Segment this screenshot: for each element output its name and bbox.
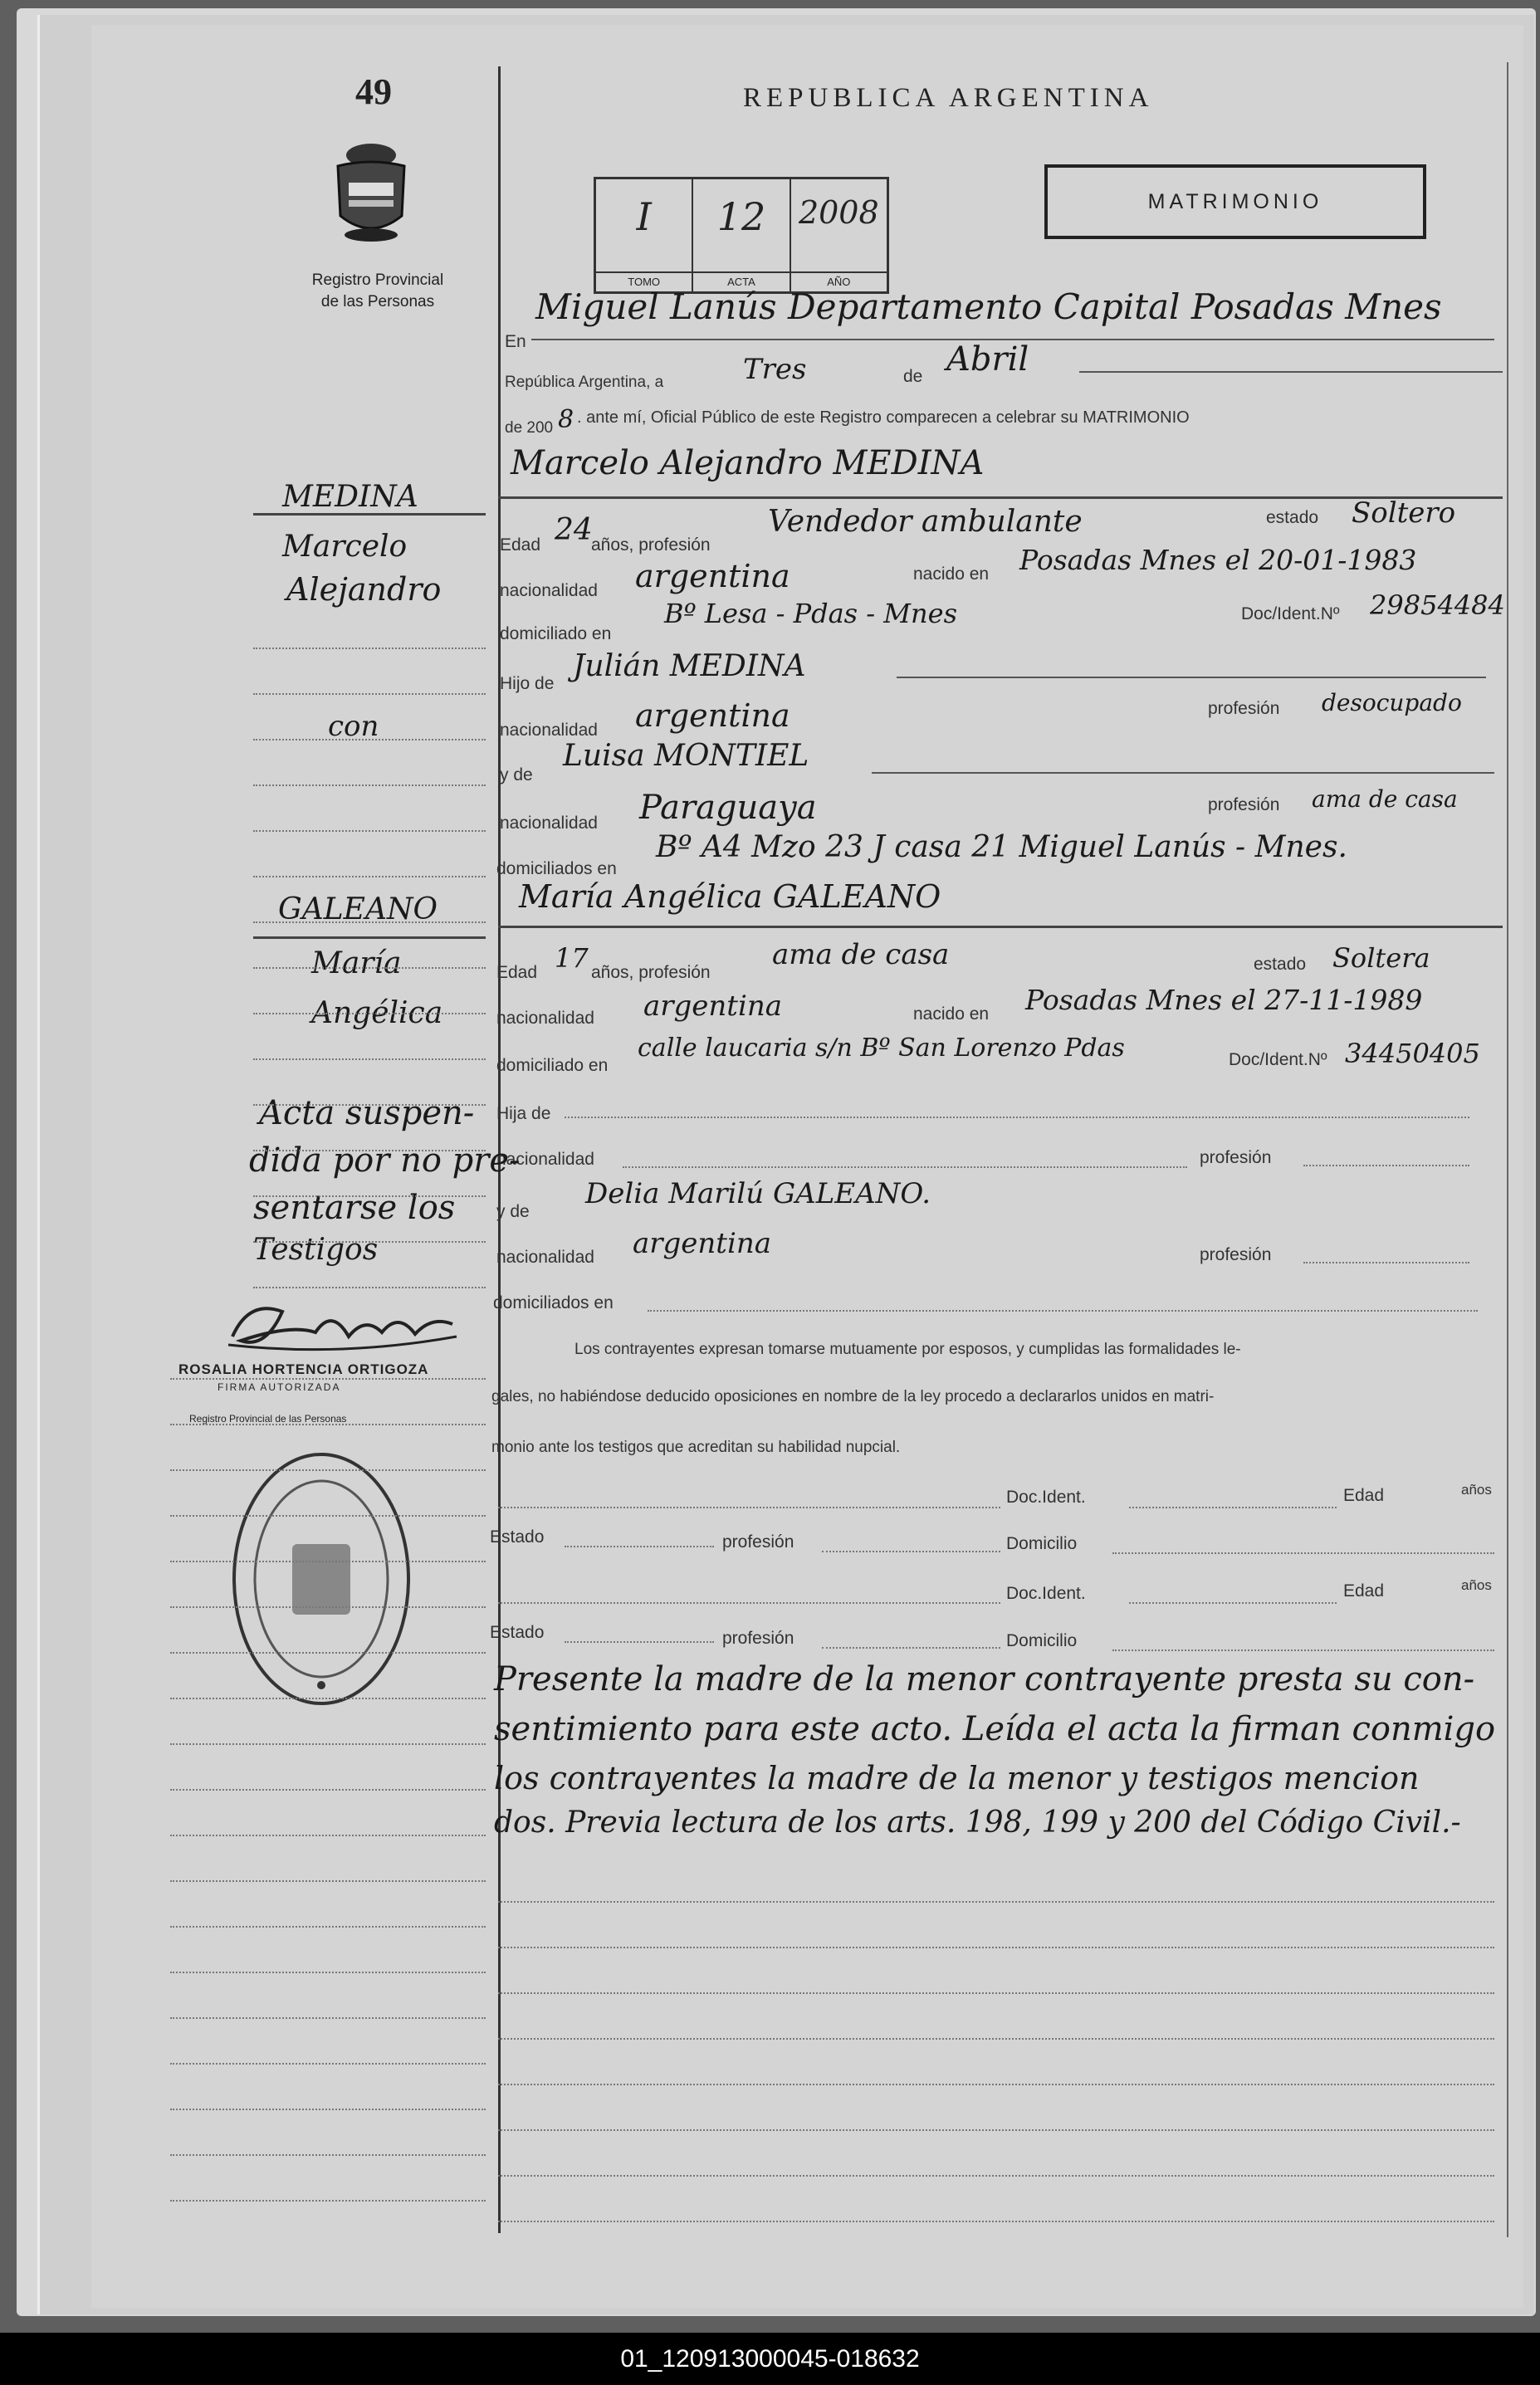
groom-mother-underline (872, 772, 1494, 774)
groom-profession: Vendedor ambulante (768, 505, 1083, 539)
bride-margin-surname: GALEANO (278, 892, 438, 926)
witness2-doc-line (1129, 1602, 1337, 1604)
groom-margin-given1: Marcelo (282, 530, 408, 564)
certificate-type-box: MATRIMONIO (1044, 164, 1426, 239)
ruled-line-margin (253, 1013, 486, 1014)
bride-hija-label: Hija de (496, 1104, 551, 1123)
groom-anos-profesion-label: años, profesión (591, 535, 711, 555)
groom-civil-status: Soltero (1352, 496, 1456, 530)
ruled-line-margin (170, 1378, 486, 1380)
bride-father-line (565, 1117, 1469, 1118)
ruled-line-margin (253, 739, 486, 740)
bride-father-nac-line (623, 1166, 1187, 1168)
notes-line1: Presente la madre de la menor contrayente presta su con- (494, 1660, 1475, 1698)
groom-father-underline (897, 677, 1486, 678)
ruled-line-main (498, 2221, 1494, 2222)
bride-margin-underline (253, 936, 486, 939)
ruled-line-margin (170, 1972, 486, 1973)
groom-y-de-label: y de (500, 765, 533, 784)
groom-domicile: Bº Lesa - Pdas - Mnes (664, 598, 957, 629)
ruled-line-main (498, 1901, 1494, 1903)
groom-mother-nac-label: nacionalidad (500, 814, 598, 833)
witness1-prof-line (822, 1551, 1000, 1552)
bride-nationality: argentina (643, 990, 783, 1023)
margin-note-line3: sentarse los (253, 1189, 456, 1227)
year-suffix: 8 (558, 405, 574, 434)
ruled-line-margin (170, 1789, 486, 1791)
right-border-line (1507, 62, 1508, 2237)
registry-seal-icon (226, 1444, 417, 1714)
witness1-doc-label: Doc.Ident. (1006, 1488, 1086, 1507)
notes-line3: los contrayentes la madre de la menor y testigos mencion (494, 1760, 1420, 1796)
bride-father-prof-label: profesión (1200, 1148, 1272, 1167)
bride-birth: Posadas Mnes el 27-11-1989 (1025, 984, 1423, 1016)
record-acta-label: ACTA (693, 271, 789, 291)
groom-nationality: argentina (635, 558, 790, 594)
ruled-line-margin (253, 648, 486, 649)
bride-name-underline (498, 926, 1503, 928)
en-label: En (505, 332, 526, 351)
record-tomo-label: TOMO (596, 271, 692, 291)
groom-margin-underline (253, 513, 486, 516)
ruled-line-margin (170, 1469, 486, 1471)
bride-parents-dom-line (648, 1310, 1478, 1312)
year-prefix: de 200 (505, 419, 554, 437)
bride-anos-profesion-label: años, profesión (591, 963, 711, 982)
ruled-line-margin (253, 1150, 486, 1151)
page-number: 49 (355, 71, 392, 112)
witness1-line (498, 1507, 1000, 1508)
witness1-dom-line (1112, 1552, 1494, 1554)
groom-nacido-label: nacido en (913, 564, 990, 584)
groom-parents-domicile: Bº A4 Mzo 23 J casa 21 Miguel Lanús - Mnes. (656, 830, 1347, 864)
bride-mother-prof-label: profesión (1200, 1245, 1272, 1264)
record-ano-label: AÑO (791, 271, 887, 291)
witness1-dom-label: Domicilio (1006, 1534, 1078, 1553)
registry-name (286, 270, 469, 313)
ruled-line-margin (253, 1287, 486, 1288)
ruled-line-margin (253, 967, 486, 969)
groom-mother-profession: ama de casa (1312, 785, 1458, 813)
notes-line2: sentimiento para este acto. Leída el acta la firman conmigo (494, 1710, 1496, 1748)
ruled-line-main (498, 1992, 1494, 1994)
groom-doc-label: Doc/Ident.Nº (1241, 604, 1340, 623)
witness2-anos-label: años (1461, 1577, 1492, 1593)
bride-civil-status: Soltera (1332, 942, 1430, 974)
ruled-line-main (498, 2129, 1494, 2131)
bride-edad-label: Edad (496, 963, 538, 982)
bride-domicile: calle laucaria s/n Bº San Lorenzo Pdas (638, 1034, 1125, 1063)
groom-parents-dom-label: domiciliados en (496, 859, 617, 878)
witness2-estado-label: Estado (490, 1623, 545, 1642)
margin-note-line1: Acta suspen- (259, 1094, 475, 1132)
footer-image-id: 01_120913000045-018632 (0, 2333, 1540, 2385)
witness2-prof-line (822, 1647, 1000, 1649)
groom-doc-id: 29854484 (1370, 589, 1505, 621)
witness1-doc-line (1129, 1507, 1337, 1508)
groom-age: 24 (555, 513, 593, 547)
witness1-estado-label: Estado (490, 1527, 545, 1547)
ruled-line-margin (170, 2063, 486, 2065)
republica-label: República Argentina, a (505, 374, 664, 391)
witness2-prof-label: profesión (722, 1629, 794, 1648)
groom-edad-label: Edad (500, 535, 541, 555)
intro-text: . ante mí, Oficial Público de este Registro comparecen a celebrar su MATRIMONIO (577, 408, 1190, 427)
bride-margin-given2: Angélica (311, 996, 443, 1030)
record-ano-cell (791, 179, 887, 291)
bride-age: 17 (555, 942, 589, 974)
ruled-line-margin (170, 1743, 486, 1745)
margin-note-line4: Testigos (253, 1233, 379, 1267)
ruled-line-margin (170, 1606, 486, 1608)
bride-mother-nac-label: nacionalidad (496, 1248, 594, 1267)
record-tomo-cell (596, 179, 693, 291)
bride-mother-nationality: argentina (633, 1227, 772, 1260)
witness2-dom-line (1112, 1649, 1494, 1651)
bride-mother-name: Delia Marilú GALEANO. (585, 1177, 931, 1210)
groom-full-name: Marcelo Alejandro MEDINA (511, 444, 985, 482)
marriage-month: Abril (946, 340, 1029, 379)
ruled-line-margin (253, 1241, 486, 1243)
ruled-line-margin (170, 2109, 486, 2110)
bride-mother-prof-line (1303, 1262, 1469, 1263)
bride-doc-label: Doc/Ident.Nº (1229, 1050, 1327, 1069)
de-label: de (903, 367, 923, 386)
bride-full-name: María Angélica GALEANO (519, 878, 941, 915)
groom-father-nationality: argentina (635, 697, 790, 734)
registry-name-line1: Registro Provincial (311, 271, 444, 289)
ruled-line-margin (170, 2017, 486, 2019)
ruled-line-margin (170, 1561, 486, 1562)
ruled-line-main (498, 2175, 1494, 2177)
margin-note-line2: dida por no pre- (249, 1141, 521, 1180)
bride-y-de-label: y de (496, 1202, 530, 1221)
declaration-line1: Los contrayentes expresan tomarse mutuamente por esposos, y cumplidas las formalidades le- (574, 1341, 1241, 1358)
witness2-line (498, 1602, 1000, 1604)
groom-mother-prof-label: profesión (1208, 795, 1280, 814)
stamp-authorized: FIRMA AUTORIZADA (218, 1381, 341, 1393)
registry-name-line2: de las Personas (320, 293, 435, 310)
record-box (594, 177, 889, 294)
ruled-line-margin (170, 1515, 486, 1517)
ruled-line-margin (170, 1698, 486, 1699)
bride-nacido-label: nacido en (913, 1004, 990, 1024)
groom-father-name: Julián MEDINA (573, 649, 806, 683)
record-acta-cell (693, 179, 790, 291)
groom-father-nac-label: nacionalidad (500, 721, 598, 740)
ruled-line-margin (253, 830, 486, 832)
ruled-line-margin (170, 1424, 486, 1425)
bride-profession: ama de casa (772, 938, 950, 971)
official-signature-icon (216, 1291, 465, 1366)
witness2-dom-label: Domicilio (1006, 1631, 1078, 1650)
declaration-line2: gales, no habiéndose deducido oposiciones en nombre de la ley procedo a declararlos unidos en matri- (491, 1388, 1215, 1405)
bride-nacionalidad-label: nacionalidad (496, 1009, 594, 1028)
ruled-line-margin (170, 1880, 486, 1882)
record-tomo-value: I (636, 194, 652, 239)
ruled-line-margin (253, 1058, 486, 1060)
ruled-line-margin (253, 693, 486, 695)
witness1-anos-label: años (1461, 1482, 1492, 1498)
groom-domicilio-label: domiciliado en (500, 624, 612, 643)
notes-line4: dos. Previa lectura de los arts. 198, 199 y 200 del Código Civil.- (494, 1806, 1461, 1840)
witness2-doc-label: Doc.Ident. (1006, 1584, 1086, 1603)
groom-father-prof-label: profesión (1208, 699, 1280, 718)
ruled-line-margin (170, 2154, 486, 2156)
groom-estado-label: estado (1266, 508, 1319, 527)
ruled-line-margin (170, 1652, 486, 1654)
ruled-line-main (498, 2084, 1494, 2085)
witness1-prof-label: profesión (722, 1532, 794, 1552)
witness1-estado-line (565, 1546, 714, 1547)
country-title: REPUBLICA ARGENTINA (743, 83, 1154, 113)
marriage-day: Tres (743, 353, 807, 386)
date-underline (1079, 371, 1503, 373)
ruled-line-margin (253, 921, 486, 923)
groom-mother-name: Luisa MONTIEL (563, 739, 809, 773)
bride-doc-id: 34450405 (1345, 1038, 1480, 1069)
groom-birth: Posadas Mnes el 20-01-1983 (1019, 544, 1417, 576)
record-acta-value: 12 (716, 194, 766, 239)
groom-hijo-label: Hijo de (500, 674, 555, 693)
ruled-line-main (498, 2038, 1494, 2040)
ruled-line-margin (253, 876, 486, 877)
ruled-line-margin (253, 784, 486, 786)
ruled-line-margin (253, 1104, 486, 1106)
ruled-line-margin (170, 2200, 486, 2202)
witness2-estado-line (565, 1641, 714, 1643)
groom-father-profession: desocupado (1322, 689, 1462, 716)
ruled-line-margin (170, 1926, 486, 1928)
bride-estado-label: estado (1254, 955, 1307, 974)
stamp-official-name: ROSALIA HORTENCIA ORTIGOZA (178, 1361, 429, 1377)
record-ano-value: 2008 (798, 194, 879, 231)
marriage-place: Miguel Lanús Departamento Capital Posadas Mnes (535, 286, 1442, 327)
bride-father-prof-line (1303, 1165, 1469, 1166)
groom-nacionalidad-label: nacionalidad (500, 581, 598, 600)
groom-margin-given2: Alejandro (286, 571, 442, 608)
ruled-line-main (498, 1947, 1494, 1948)
ruled-line-margin (170, 1835, 486, 1836)
provincial-emblem-icon (325, 137, 417, 249)
declaration-line3: monio ante los testigos que acreditan su habilidad nupcial. (491, 1439, 901, 1456)
bride-domicilio-label: domiciliado en (496, 1056, 609, 1075)
witness2-edad-label: Edad (1343, 1581, 1385, 1601)
groom-margin-surname: MEDINA (282, 480, 418, 514)
stamp-office: Registro Provincial de las Personas (189, 1413, 347, 1425)
bride-father-nac-label: nacionalidad (496, 1150, 594, 1169)
groom-mother-nationality: Paraguaya (639, 789, 817, 827)
bride-margin-given1: María (311, 946, 402, 980)
ruled-line-margin (253, 1195, 486, 1197)
bride-parents-dom-label: domiciliados en (493, 1293, 614, 1312)
margin-con: con (328, 710, 379, 743)
witness1-edad-label: Edad (1343, 1486, 1385, 1505)
